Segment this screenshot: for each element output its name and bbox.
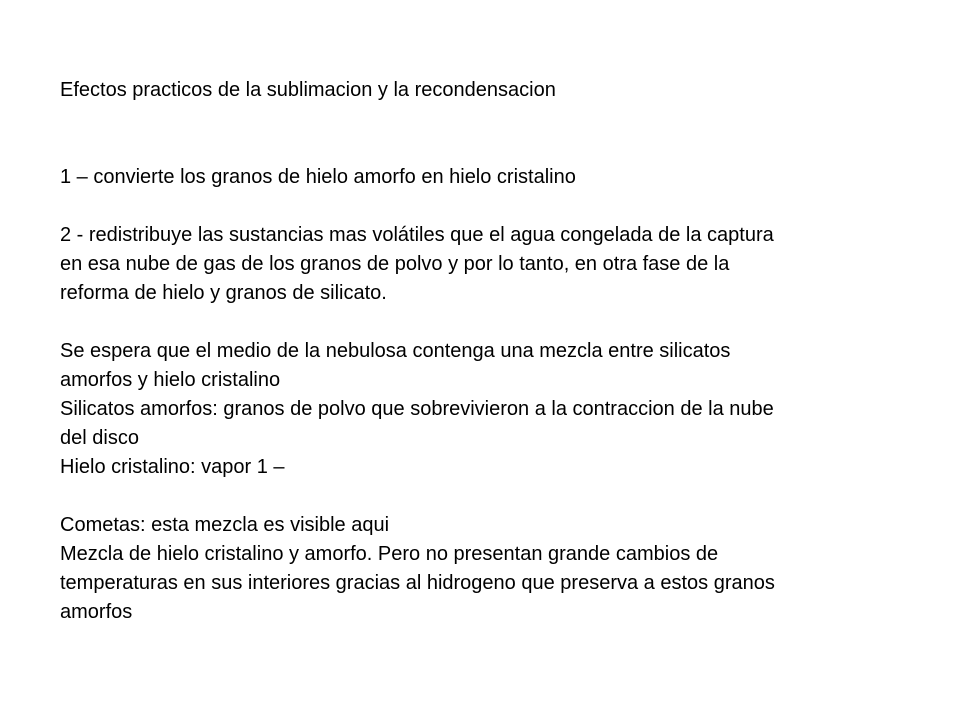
comets-detail-line-3: amorfos (60, 601, 133, 623)
spacer (60, 192, 940, 221)
comets-detail-line-1: Mezcla de hielo cristalino y amorfo. Pero no presentan grande cambios de (60, 543, 719, 565)
expectation-line-1: Se espera que el medio de la nebulosa contenga una mezcla entre silicatos (60, 340, 731, 362)
comets-detail-line-2: temperaturas en sus interiores gracias al hidrogeno que preserva a estos granos (60, 572, 775, 594)
expectation-line-2: amorfos y hielo cristalino (60, 369, 281, 391)
spacer (60, 482, 940, 511)
amorphous-silicates-line-2: del disco (60, 427, 139, 449)
point-1: 1 – convierte los granos de hielo amorfo en hielo cristalino (60, 166, 576, 188)
point-2-line-1: 2 - redistribuye las sustancias mas volátiles que el agua congelada de la captura (60, 224, 774, 246)
slide-text-box (60, 76, 940, 627)
slide-title: Efectos practicos de la sublimacion y la recondensacion (60, 79, 556, 101)
spacer (60, 308, 940, 337)
amorphous-silicates-line-1: Silicatos amorfos: granos de polvo que sobrevivieron a la contraccion de la nube (60, 398, 774, 420)
point-2-line-3: reforma de hielo y granos de silicato. (60, 282, 387, 304)
point-2-line-2: en esa nube de gas de los granos de polvo y por lo tanto, en otra fase de la (60, 253, 730, 275)
crystalline-ice-line: Hielo cristalino: vapor 1 – (60, 456, 285, 478)
comets-heading: Cometas: esta mezcla es visible aqui (60, 514, 390, 536)
